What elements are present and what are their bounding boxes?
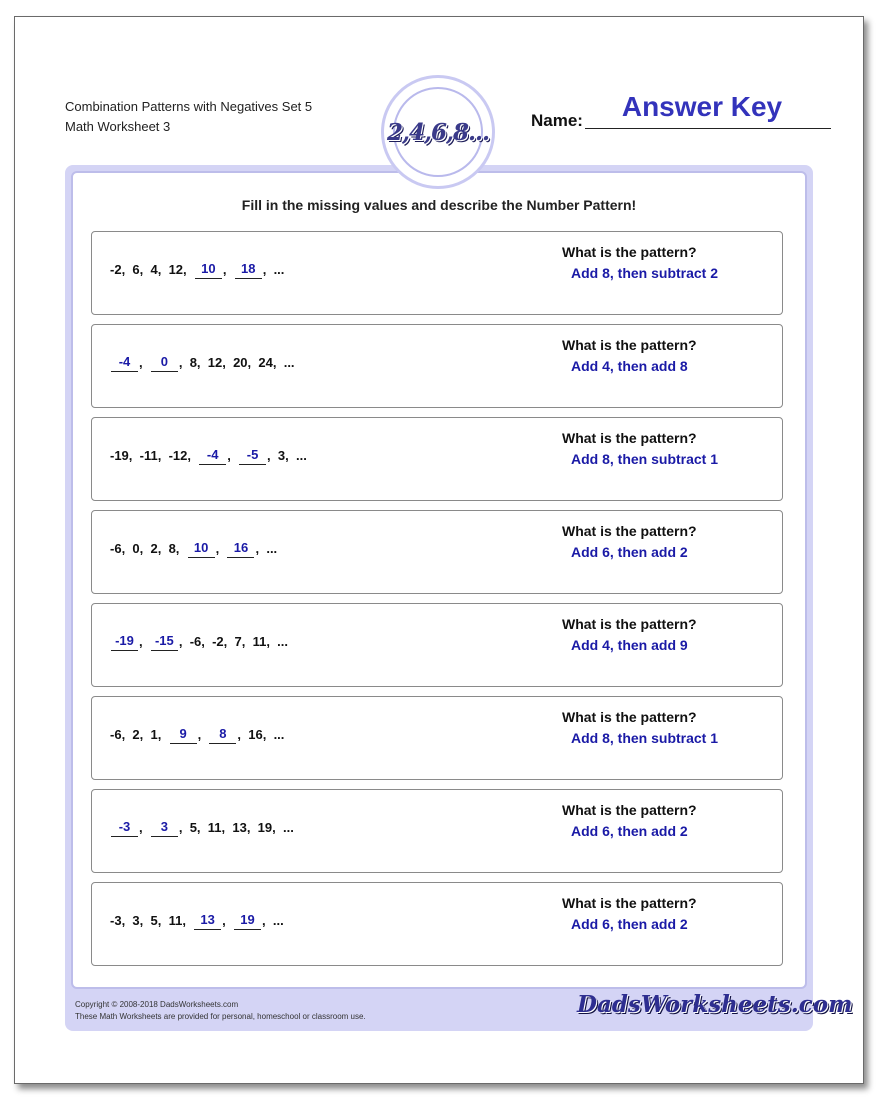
answer-blank: 9 (170, 724, 197, 744)
pattern-answer: Add 4, then add 8 (571, 358, 688, 374)
sequence-term: 2 (150, 540, 158, 556)
answer-blank: -19 (111, 631, 138, 651)
sequence-term: ... (283, 354, 295, 370)
title-line-2: Math Worksheet 3 (65, 119, 171, 134)
answer-blank: -5 (239, 445, 266, 465)
term-separator: , (222, 354, 234, 370)
term-separator: , (266, 633, 278, 649)
term-separator: , (262, 261, 274, 277)
sequence-term: 13 (232, 819, 247, 835)
term-separator: , (121, 540, 133, 556)
sequence-term: ... (266, 540, 278, 556)
term-separator: , (247, 354, 259, 370)
sequence-term: -6 (189, 633, 202, 649)
answer-blank: 10 (188, 538, 215, 558)
usage-notice: These Math Worksheets are provided for personal, homeschool or classroom use. (75, 1012, 366, 1021)
answer-blank: 10 (195, 259, 222, 279)
term-separator: , (178, 354, 190, 370)
pattern-answer: Add 8, then subtract 1 (571, 730, 719, 746)
sequence-term: -6 (110, 726, 122, 742)
sequence-term: 7 (234, 633, 242, 649)
worksheet-page (14, 16, 864, 1084)
term-separator: , (241, 633, 253, 649)
answer-key-text: Answer Key (621, 91, 783, 122)
number-sequence (110, 630, 288, 652)
pattern-answer: Add 6, then add 2 (571, 544, 688, 560)
term-separator: , (157, 540, 169, 556)
term-separator: , (139, 726, 151, 742)
name-label: Name: (531, 111, 583, 130)
term-separator: , (222, 912, 233, 928)
pattern-question: What is the pattern? (562, 616, 697, 632)
term-separator: , (139, 261, 151, 277)
problem-box (91, 789, 783, 873)
answer-blank: 8 (209, 724, 236, 744)
term-separator: , (196, 819, 208, 835)
pattern-question: What is the pattern? (562, 709, 697, 725)
worksheet-title (65, 97, 312, 137)
number-sequence (110, 351, 295, 373)
sequence-term: 8 (189, 354, 197, 370)
sequence-term: ... (273, 726, 285, 742)
answer-blank: 18 (235, 259, 262, 279)
sequence-term: 24 (258, 354, 273, 370)
worksheet-frame (65, 165, 853, 1031)
term-separator: , (223, 633, 235, 649)
term-separator: , (272, 354, 284, 370)
pattern-answer: Add 8, then subtract 1 (571, 451, 719, 467)
term-separator: , (139, 354, 150, 370)
answer-blank: 13 (194, 910, 221, 930)
number-sequence (110, 444, 307, 466)
problem-box (91, 882, 783, 966)
term-separator: , (262, 912, 273, 928)
sequence-term: 11 (168, 912, 183, 928)
sequence-term: ... (277, 633, 289, 649)
pattern-answer: Add 4, then add 9 (571, 637, 688, 653)
pattern-question: What is the pattern? (562, 337, 697, 353)
sequence-term: -2 (212, 633, 224, 649)
sequence-term: 1 (150, 726, 158, 742)
footer-copyright (75, 999, 366, 1023)
sequence-term: 4 (150, 261, 158, 277)
pattern-question: What is the pattern? (562, 523, 697, 539)
term-separator: , (157, 447, 169, 463)
term-separator: , (178, 633, 190, 649)
answer-blank: 3 (151, 817, 178, 837)
sequence-term: 20 (233, 354, 248, 370)
term-separator: , (222, 261, 234, 277)
sequence-term: ... (273, 261, 285, 277)
sequence-term: 5 (150, 912, 158, 928)
term-separator: , (157, 726, 169, 742)
dadsworksheets-logo: DadsWorksheets.com (577, 991, 853, 1018)
term-separator: , (157, 261, 169, 277)
answer-blank: -3 (111, 817, 138, 837)
pattern-question: What is the pattern? (562, 244, 697, 260)
term-separator: , (178, 819, 190, 835)
term-separator: , (196, 354, 208, 370)
term-separator: , (183, 261, 194, 277)
term-separator: , (128, 447, 140, 463)
number-sequence (110, 723, 284, 745)
sequence-term: 16 (248, 726, 263, 742)
sequence-term: -12 (168, 447, 188, 463)
term-separator: , (221, 819, 233, 835)
term-separator: , (139, 633, 150, 649)
answer-blank: 0 (151, 352, 178, 372)
copyright-text: Copyright © 2008-2018 DadsWorksheets.com (75, 1000, 239, 1009)
term-separator: , (201, 633, 213, 649)
term-separator: , (187, 447, 199, 463)
name-line (585, 128, 831, 129)
sequence-logo-ring (386, 87, 490, 177)
problem-box (91, 417, 783, 501)
sequence-term: 12 (168, 261, 184, 277)
term-separator: , (121, 261, 133, 277)
term-separator: , (227, 447, 239, 463)
sequence-term: 8 (168, 540, 176, 556)
term-separator: , (139, 540, 151, 556)
sequence-term: 11 (207, 819, 222, 835)
term-separator: , (121, 726, 133, 742)
term-separator: , (246, 819, 258, 835)
sequence-term: 5 (189, 819, 197, 835)
pattern-answer: Add 6, then add 2 (571, 916, 688, 932)
term-separator: , (237, 726, 249, 742)
sequence-term: 0 (132, 540, 140, 556)
sequence-term: 3 (132, 912, 140, 928)
title-line-1: Combination Patterns with Negatives Set 5 (65, 99, 313, 114)
problem-box (91, 324, 783, 408)
term-separator: , (255, 540, 267, 556)
term-separator: , (267, 447, 278, 463)
sequence-term: 3 (277, 447, 286, 463)
term-separator: , (197, 726, 209, 742)
sequence-term: 11 (252, 633, 267, 649)
pattern-answer: Add 6, then add 2 (571, 823, 688, 839)
problem-box (91, 696, 783, 780)
sequence-term: 6 (132, 261, 140, 277)
pattern-question: What is the pattern? (562, 802, 697, 818)
sequence-term: 12 (207, 354, 223, 370)
problem-box (91, 510, 783, 594)
sequence-term: -3 (110, 912, 122, 928)
sequence-term: -6 (110, 540, 122, 556)
answer-blank: 19 (234, 910, 261, 930)
term-separator: , (285, 447, 296, 463)
sequence-term: ... (282, 819, 294, 835)
term-separator: , (121, 912, 133, 928)
problem-box (91, 603, 783, 687)
term-separator: , (182, 912, 194, 928)
sequence-term: 2 (132, 726, 140, 742)
term-separator: , (175, 540, 187, 556)
answer-blank: -15 (151, 631, 178, 651)
sequence-term: 19 (257, 819, 273, 835)
pattern-question: What is the pattern? (562, 430, 697, 446)
sequence-logo (381, 75, 495, 189)
pattern-question: What is the pattern? (562, 895, 697, 911)
number-sequence (110, 537, 277, 559)
answer-blank: -4 (199, 445, 226, 465)
pattern-answer: Add 8, then subtract 2 (571, 265, 719, 281)
term-separator: , (272, 819, 283, 835)
term-separator: , (157, 912, 169, 928)
term-separator: , (215, 540, 227, 556)
sequence-term: ... (272, 912, 284, 928)
number-sequence (110, 909, 284, 931)
number-sequence (110, 816, 294, 838)
problem-box (91, 231, 783, 315)
answer-blank: -4 (111, 352, 138, 372)
instructions: Fill in the missing values and describe the Number Pattern! (241, 197, 637, 213)
sequence-term: -11 (139, 447, 158, 463)
sequence-term: ... (295, 447, 307, 463)
sequence-term: -2 (110, 261, 122, 277)
term-separator: , (139, 819, 150, 835)
term-separator: , (139, 912, 151, 928)
sequence-logo-text: 2,4,6,8... (386, 118, 490, 146)
sequence-term: -19 (110, 447, 129, 463)
term-separator: , (262, 726, 274, 742)
number-sequence (110, 258, 284, 280)
problem-area (71, 171, 807, 989)
answer-blank: 16 (227, 538, 254, 558)
